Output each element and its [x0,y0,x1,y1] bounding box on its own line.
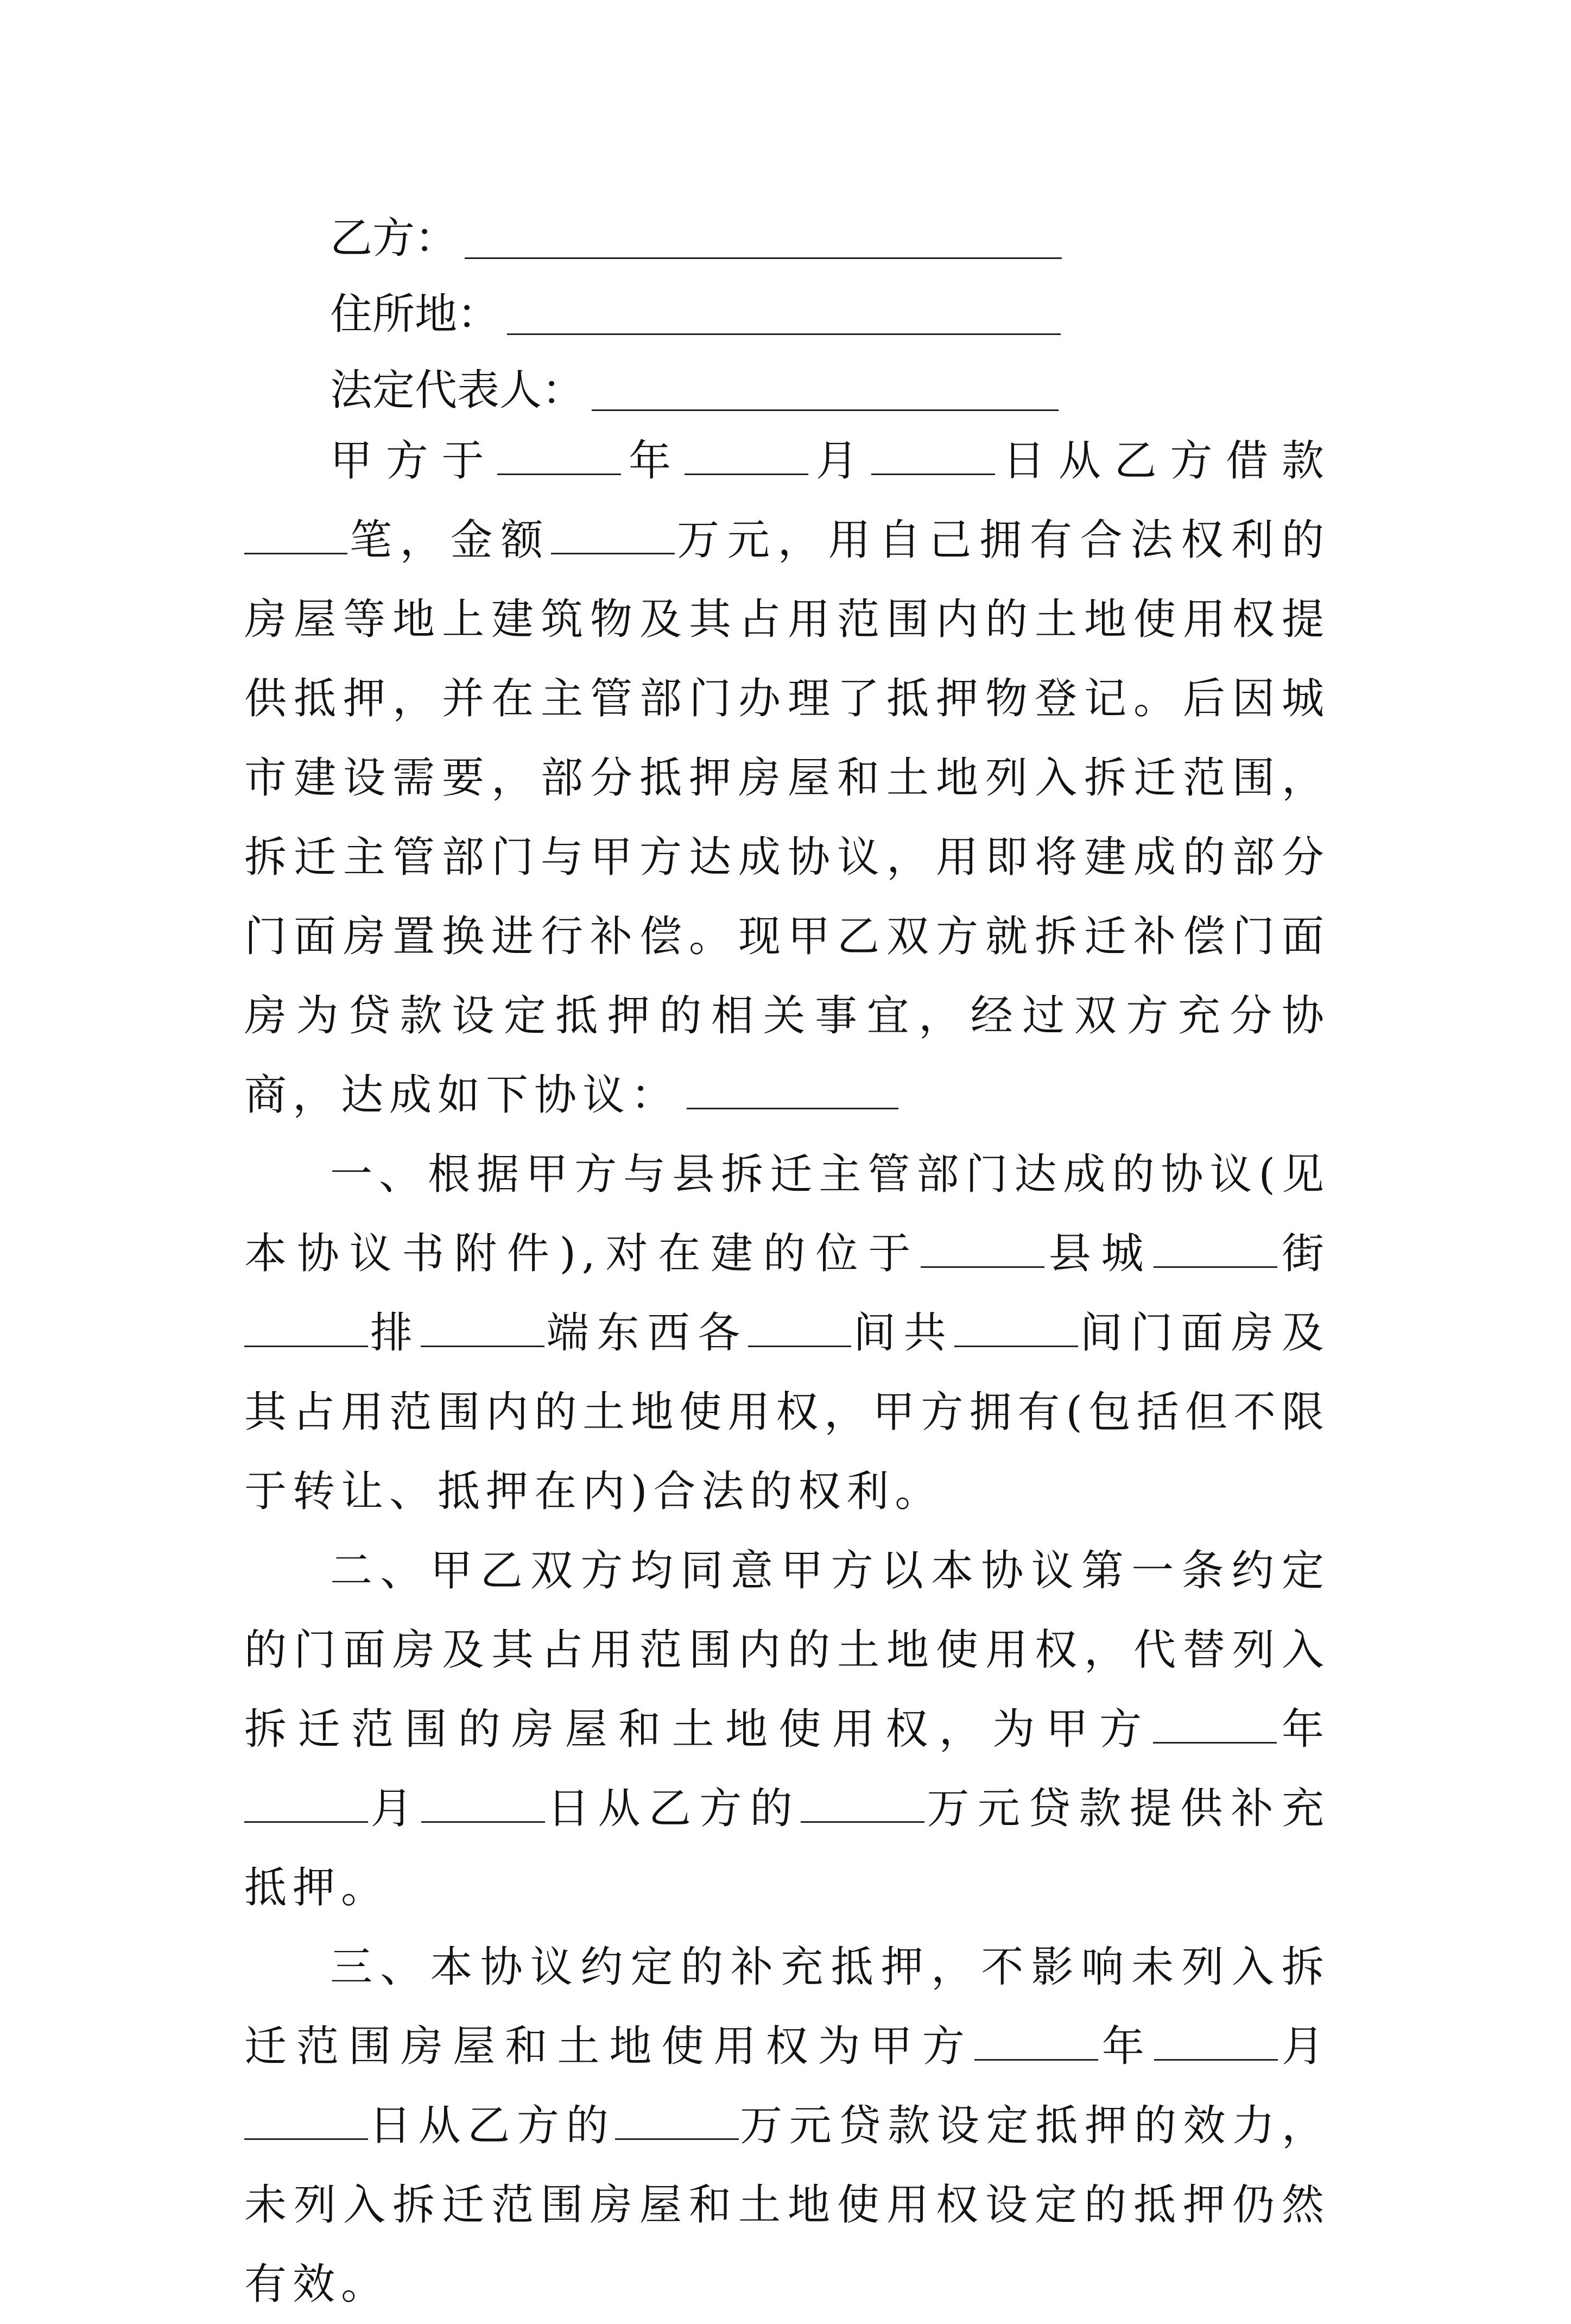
clause2-text-5: 万元贷款提供补充抵押。 [244,1784,1330,1912]
legal-rep-blank [592,370,1059,411]
blank [244,514,347,554]
legal-rep-label: 法定代表人： [330,366,585,415]
blank [921,1227,1044,1268]
body-text [244,421,1330,2324]
clause2-text-4: 日从乙方的 [544,1784,801,1833]
blank [551,514,675,554]
domicile-blank [507,294,1061,335]
clause2-text-3: 月 [368,1784,421,1833]
blank [615,2099,739,2140]
intro-text-2: 年 [621,437,685,485]
clause1-text-4: 排 [368,1309,421,1357]
clause2-text-2: 年 [1276,1705,1330,1754]
clause-1-paragraph [244,1135,1330,1531]
clause1-text-3: 街 [1277,1229,1330,1278]
blank [687,1069,898,1109]
legal-rep-line [330,358,1059,422]
clause3-text-2: 年 [1098,2022,1154,2071]
clause3-text-5: 万元贷款设定抵押的效力，未列入拆迁范围房屋和土地使用权设定的抵押仍然有效。 [244,2101,1330,2309]
clause1-text-1: 一、根据甲方与县拆迁主管部门达成的协议(见本协议书附件),对在建的位于 [244,1150,1330,1278]
clause1-text-6: 间共 [851,1309,954,1357]
party-b-blank [465,218,1062,259]
clause1-text-2: 县城 [1044,1229,1154,1278]
blank [871,434,995,475]
blank [244,1306,368,1347]
blank [685,434,808,475]
blank [421,1306,544,1347]
blank [748,1306,851,1347]
intro-text-1: 甲方于 [330,437,498,485]
blank [1154,1227,1277,1268]
clause3-text-4: 日从乙方的 [368,2101,616,2150]
intro-text-6: 万元，用自己拥有合法权利的房屋等地上建筑物及其占用范围内的土地使用权提供抵押，并在主管部门办理了抵押物登记。后因城市建设需要，部分抵押房屋和土地列入拆迁范围，拆迁主管部门与甲方达成协议，用即将建成的部分门面房置换进行补偿。现甲乙双方就拆迁补偿门面房为贷款设定抵押的相关事宜，经过双方充分协商，达成如下协议： [244,516,1330,1120]
clause2-text-1: 二、甲乙双方均同意甲方以本协议第一条约定的门面房及其占用范围内的土地使用权，代替列入拆迁范围的房屋和土地使用权，为甲方 [244,1546,1330,1754]
clause-3-paragraph [244,1928,1330,2324]
domicile-label: 住所地： [330,290,500,339]
blank [954,1306,1078,1347]
intro-text-4: 日从乙方借款 [995,437,1330,485]
blank [244,2099,368,2140]
intro-text-5: 笔，金额 [347,516,552,565]
blank [1154,2020,1278,2061]
clause3-text-1: 三、本协议约定的补充抵押，不影响未列入拆迁范围房屋和土地使用权为甲方 [244,1943,1330,2071]
clause1-text-5: 端东西各 [544,1309,749,1357]
clause3-text-3: 月 [1277,2022,1330,2071]
party-b-line [330,206,1062,270]
blank [974,2020,1098,2061]
blank [801,1782,924,1823]
blank [1153,1703,1277,1744]
party-b-label: 乙方： [330,214,458,263]
clause1-text-7: 间门面房及其占用范围内的土地使用权，甲方拥有(包括但不限于转让、抵押在内)合法的权利。 [244,1309,1330,1516]
domicile-line [330,282,1061,346]
intro-text-3: 月 [808,437,872,485]
intro-paragraph [244,421,1330,1135]
clause-2-paragraph [244,1531,1330,1928]
blank [497,434,621,475]
blank [421,1782,545,1823]
blank [244,1782,368,1823]
